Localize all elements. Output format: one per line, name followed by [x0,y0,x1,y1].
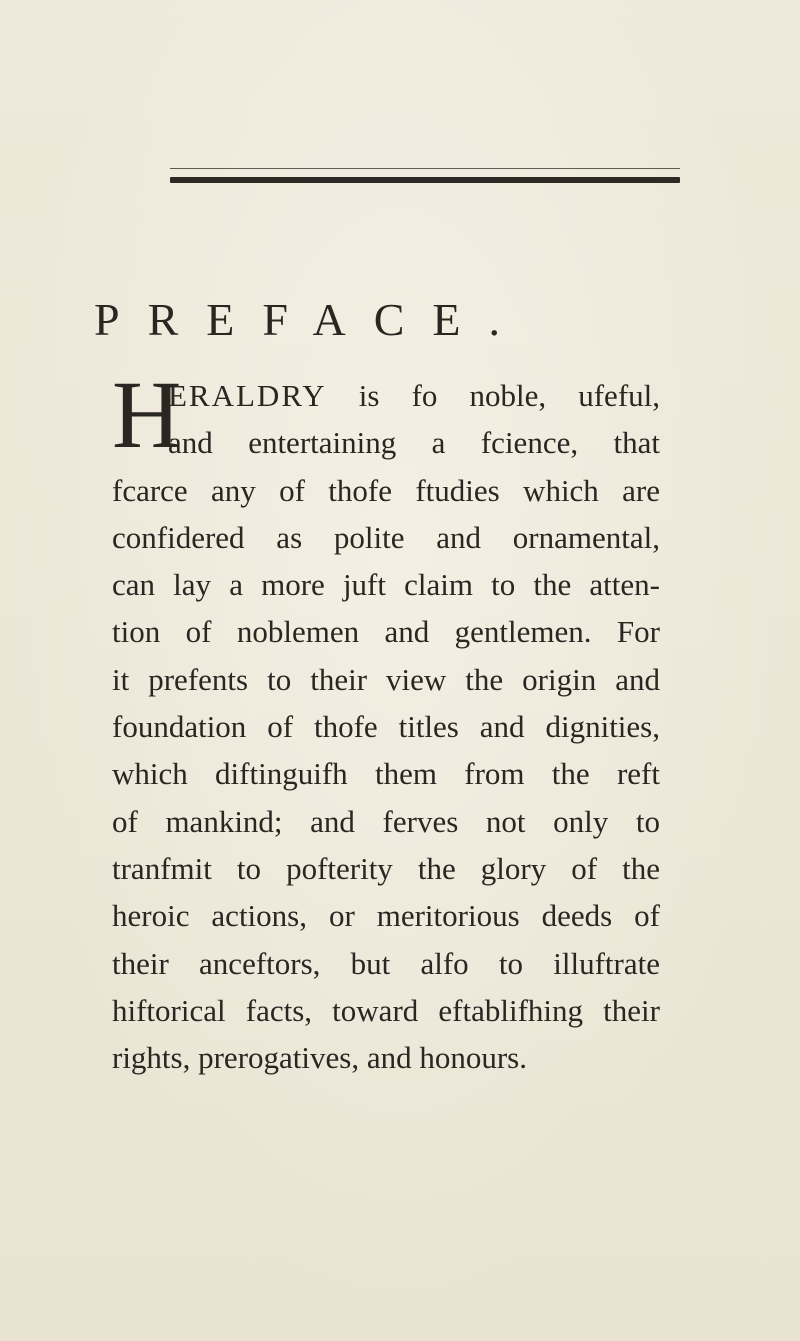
text-line: heroic actions, or meritorious deeds of [112,898,660,934]
text-line: can lay a more juft claim to the atten- [112,567,660,603]
text-line: hiftorical facts, toward eftablifhing their [112,992,660,1028]
text-line: tion of noblemen and gentlemen. For [112,614,660,650]
text-line: it prefents to their view the origin and [112,661,660,697]
text-line: confidered as polite and ornamental, [112,519,660,555]
page-title: PREFACE. [94,294,529,345]
drop-cap-word-rest: ERALDRY [168,378,327,413]
text-line-rest: is fo noble, ufeful, [326,378,660,413]
preface-paragraph [112,361,660,1081]
drop-cap: H [112,361,182,468]
text-line: tranfmit to pofterity the glory of the [112,850,660,886]
text-line [112,372,660,419]
top-thin-rule [170,168,680,169]
text-line: which diftinguifh them from the reft [112,756,660,792]
top-thick-rule [170,177,680,183]
text-line: their anceftors, but alfo to illuftrate [112,945,660,981]
text-line: rights, prerogatives, and honours. [112,1040,527,1076]
text-line: fcarce any of thofe ftudies which are [112,472,660,508]
text-line: and entertaining a fcience, that [168,425,660,461]
text-line: of mankind; and ferves not only to [112,803,660,839]
text-line: foundation of thofe titles and dignities, [112,709,660,745]
